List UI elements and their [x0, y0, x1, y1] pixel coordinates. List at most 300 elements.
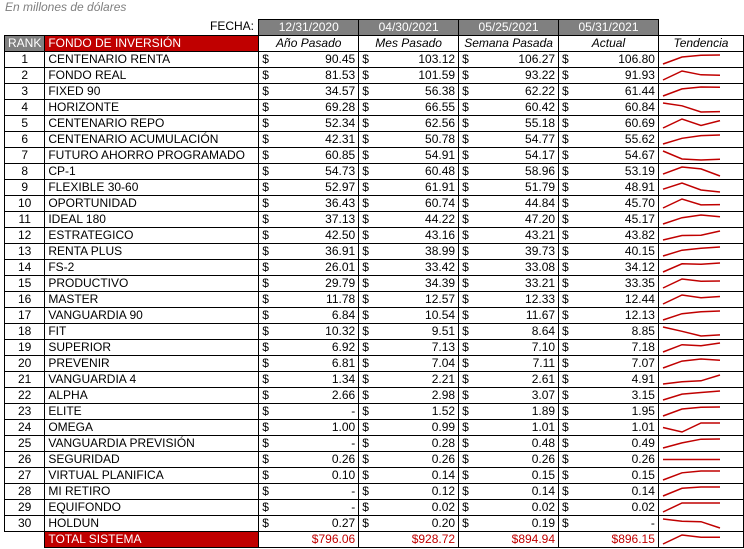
value-cell: 7.07	[573, 356, 659, 372]
currency-symbol: $	[459, 100, 473, 116]
trend-line	[663, 71, 720, 80]
currency-symbol: $	[459, 324, 473, 340]
value-cell: 38.99	[373, 244, 459, 260]
trend-line	[663, 423, 720, 432]
period-header-2: Semana Pasada	[459, 36, 559, 52]
fund-name-cell: MASTER	[45, 292, 259, 308]
table-row	[5, 356, 744, 372]
currency-symbol: $	[359, 340, 373, 356]
fund-name-cell: OMEGA	[45, 420, 259, 436]
value-cell: 0.48	[473, 436, 559, 452]
value-cell: 34.12	[573, 260, 659, 276]
value-cell: 6.81	[273, 356, 359, 372]
rank-header: RANK	[5, 36, 45, 52]
value-cell: 43.82	[573, 228, 659, 244]
table-row	[5, 196, 744, 212]
fund-name-cell: CENTENARIO REPO	[45, 116, 259, 132]
currency-symbol: $	[359, 500, 373, 516]
trend-cell	[658, 164, 743, 180]
value-cell: 90.45	[273, 52, 359, 68]
trend-cell	[658, 228, 743, 244]
value-cell: 36.91	[273, 244, 359, 260]
rank-cell: 15	[5, 276, 45, 292]
value-cell: 42.31	[273, 132, 359, 148]
fund-name-cell: EQUIFONDO	[45, 500, 259, 516]
table-row	[5, 404, 744, 420]
trend-cell	[658, 500, 743, 516]
value-cell: 6.84	[273, 308, 359, 324]
total-trend-sparkline	[659, 532, 743, 547]
value-cell: 2.61	[473, 372, 559, 388]
trend-cell	[658, 372, 743, 388]
rank-cell: 16	[5, 292, 45, 308]
currency-symbol: $	[559, 84, 573, 100]
currency-symbol: $	[559, 372, 573, 388]
table-row	[5, 372, 744, 388]
trend-line	[663, 231, 720, 240]
trend-line	[663, 327, 720, 336]
rank-cell: 9	[5, 180, 45, 196]
trend-sparkline	[659, 228, 743, 243]
fund-name-cell: PRODUCTIVO	[45, 276, 259, 292]
value-cell: 7.11	[473, 356, 559, 372]
value-cell: 0.26	[273, 452, 359, 468]
value-cell: 52.34	[273, 116, 359, 132]
value-cell: 51.79	[473, 180, 559, 196]
value-cell: 106.80	[573, 52, 659, 68]
table-row	[5, 244, 744, 260]
trend-sparkline	[659, 116, 743, 131]
value-cell: 0.12	[373, 484, 459, 500]
table-row	[5, 340, 744, 356]
value-cell: 56.38	[373, 84, 459, 100]
currency-symbol: $	[459, 276, 473, 292]
currency-symbol: $	[359, 276, 373, 292]
table-row	[5, 484, 744, 500]
table-row	[5, 180, 744, 196]
date-header-spacer	[5, 20, 259, 36]
currency-symbol: $	[559, 116, 573, 132]
trend-cell	[658, 244, 743, 260]
currency-symbol: $	[559, 516, 573, 532]
value-cell: 1.95	[573, 404, 659, 420]
currency-symbol: $	[559, 260, 573, 276]
trend-cell	[658, 116, 743, 132]
fecha-label: FECHA:	[209, 19, 254, 33]
fund-name-cell: FS-2	[45, 260, 259, 276]
rank-cell: 12	[5, 228, 45, 244]
trend-line	[663, 247, 720, 256]
rank-cell: 10	[5, 196, 45, 212]
currency-symbol: $	[359, 468, 373, 484]
value-cell: 58.96	[473, 164, 559, 180]
value-cell: 101.59	[373, 68, 459, 84]
trend-line	[663, 487, 720, 496]
value-cell: 62.22	[473, 84, 559, 100]
currency-symbol: $	[259, 356, 273, 372]
currency-symbol: $	[259, 260, 273, 276]
currency-symbol: $	[359, 356, 373, 372]
trend-cell	[658, 388, 743, 404]
value-cell: 12.44	[573, 292, 659, 308]
trend-sparkline	[659, 52, 743, 67]
currency-symbol: $	[559, 180, 573, 196]
currency-symbol: $	[259, 84, 273, 100]
currency-symbol: $	[459, 148, 473, 164]
table-row	[5, 116, 744, 132]
total-value: $928.72	[359, 532, 459, 548]
trend-sparkline	[659, 84, 743, 99]
currency-symbol: $	[259, 516, 273, 532]
trend-line	[663, 359, 720, 368]
value-cell: 0.10	[273, 468, 359, 484]
rank-cell: 20	[5, 356, 45, 372]
trend-line	[663, 311, 720, 320]
value-cell: 11.78	[273, 292, 359, 308]
value-cell: 10.32	[273, 324, 359, 340]
value-cell: 1.34	[273, 372, 359, 388]
value-cell: 69.28	[273, 100, 359, 116]
fund-name-cell: FUTURO AHORRO PROGRAMADO	[45, 148, 259, 164]
value-cell: 54.77	[473, 132, 559, 148]
value-cell: 45.17	[573, 212, 659, 228]
currency-symbol: $	[259, 468, 273, 484]
currency-symbol: $	[559, 148, 573, 164]
fund-name-cell: VANGUARDIA PREVISIÓN	[45, 436, 259, 452]
value-cell: 0.26	[473, 452, 559, 468]
fund-name-cell: PREVENIR	[45, 356, 259, 372]
value-cell: 7.13	[373, 340, 459, 356]
rank-cell: 25	[5, 436, 45, 452]
total-spacer	[5, 532, 45, 548]
total-trend-line	[663, 535, 720, 544]
value-cell: 1.89	[473, 404, 559, 420]
value-cell: 7.10	[473, 340, 559, 356]
currency-symbol: $	[259, 164, 273, 180]
value-cell: 1.01	[573, 420, 659, 436]
value-cell: 43.21	[473, 228, 559, 244]
currency-symbol: $	[559, 420, 573, 436]
trend-sparkline	[659, 468, 743, 483]
fund-name-cell: OPORTUNIDAD	[45, 196, 259, 212]
currency-symbol: $	[259, 308, 273, 324]
trend-sparkline	[659, 100, 743, 115]
trend-line	[663, 119, 720, 128]
table-row	[5, 420, 744, 436]
fund-name-cell: VIRTUAL PLANIFICA	[45, 468, 259, 484]
value-cell: -	[273, 404, 359, 420]
trend-line	[663, 407, 720, 416]
currency-symbol: $	[459, 196, 473, 212]
rank-cell: 30	[5, 516, 45, 532]
currency-symbol: $	[259, 340, 273, 356]
value-cell: -	[573, 516, 659, 532]
currency-symbol: $	[359, 196, 373, 212]
fund-name-cell: RENTA PLUS	[45, 244, 259, 260]
currency-symbol: $	[459, 436, 473, 452]
currency-symbol: $	[459, 180, 473, 196]
value-cell: 52.97	[273, 180, 359, 196]
value-cell: 50.78	[373, 132, 459, 148]
currency-symbol: $	[259, 116, 273, 132]
table-row	[5, 276, 744, 292]
currency-symbol: $	[359, 324, 373, 340]
currency-symbol: $	[459, 116, 473, 132]
currency-symbol: $	[459, 52, 473, 68]
value-cell: 48.91	[573, 180, 659, 196]
trend-sparkline	[659, 68, 743, 83]
value-cell: 26.01	[273, 260, 359, 276]
trend-sparkline	[659, 132, 743, 147]
value-cell: 0.14	[473, 484, 559, 500]
rank-cell: 24	[5, 420, 45, 436]
value-cell: 55.18	[473, 116, 559, 132]
rank-cell: 5	[5, 116, 45, 132]
value-cell: 54.17	[473, 148, 559, 164]
currency-symbol: $	[359, 132, 373, 148]
currency-symbol: $	[459, 68, 473, 84]
currency-symbol: $	[359, 244, 373, 260]
trend-cell	[658, 436, 743, 452]
trend-sparkline	[659, 516, 743, 531]
value-cell: 36.43	[273, 196, 359, 212]
value-cell: 103.12	[373, 52, 459, 68]
currency-symbol: $	[559, 68, 573, 84]
trend-line	[663, 263, 720, 272]
table-row	[5, 100, 744, 116]
currency-symbol: $	[559, 324, 573, 340]
value-cell: 2.66	[273, 388, 359, 404]
currency-symbol: $	[359, 452, 373, 468]
currency-symbol: $	[259, 132, 273, 148]
currency-symbol: $	[459, 500, 473, 516]
trend-sparkline	[659, 500, 743, 515]
trend-cell	[658, 516, 743, 532]
value-cell: 33.21	[473, 276, 559, 292]
trend-sparkline	[659, 276, 743, 291]
rank-cell: 1	[5, 52, 45, 68]
currency-symbol: $	[559, 212, 573, 228]
currency-symbol: $	[459, 404, 473, 420]
currency-symbol: $	[459, 372, 473, 388]
value-cell: 0.19	[473, 516, 559, 532]
trend-cell	[658, 52, 743, 68]
rank-cell: 7	[5, 148, 45, 164]
table-row	[5, 292, 744, 308]
rank-cell: 4	[5, 100, 45, 116]
value-cell: 54.67	[573, 148, 659, 164]
rank-cell: 11	[5, 212, 45, 228]
value-cell: 7.18	[573, 340, 659, 356]
fund-name-cell: ALPHA	[45, 388, 259, 404]
currency-symbol: $	[259, 420, 273, 436]
trend-line	[663, 519, 720, 528]
currency-symbol: $	[459, 84, 473, 100]
value-cell: 0.02	[473, 500, 559, 516]
trend-cell	[658, 276, 743, 292]
table-row	[5, 52, 744, 68]
currency-symbol: $	[559, 164, 573, 180]
value-cell: 0.02	[373, 500, 459, 516]
total-trend-cell	[658, 532, 743, 548]
currency-symbol: $	[459, 292, 473, 308]
trend-sparkline	[659, 148, 743, 163]
fund-name-cell: IDEAL 180	[45, 212, 259, 228]
currency-symbol: $	[559, 340, 573, 356]
trend-sparkline	[659, 420, 743, 435]
value-cell: 0.15	[473, 468, 559, 484]
date-header-3: 05/31/2021	[559, 20, 659, 36]
value-cell: 8.85	[573, 324, 659, 340]
currency-symbol: $	[559, 452, 573, 468]
rank-cell: 2	[5, 68, 45, 84]
currency-symbol: $	[259, 68, 273, 84]
table-row	[5, 308, 744, 324]
currency-symbol: $	[359, 148, 373, 164]
value-cell: 12.13	[573, 308, 659, 324]
table-row	[5, 516, 744, 532]
rank-cell: 21	[5, 372, 45, 388]
currency-symbol: $	[259, 244, 273, 260]
currency-symbol: $	[359, 388, 373, 404]
table-row	[5, 260, 744, 276]
trend-cell	[658, 132, 743, 148]
currency-symbol: $	[459, 452, 473, 468]
currency-symbol: $	[259, 324, 273, 340]
trend-line	[663, 375, 720, 384]
trend-cell	[658, 404, 743, 420]
trend-cell	[658, 100, 743, 116]
currency-symbol: $	[259, 100, 273, 116]
trend-sparkline	[659, 292, 743, 307]
value-cell: 33.08	[473, 260, 559, 276]
date-header-0: 12/31/2020	[259, 20, 359, 36]
trend-sparkline	[659, 388, 743, 403]
value-cell: 0.26	[573, 452, 659, 468]
currency-symbol: $	[459, 164, 473, 180]
currency-symbol: $	[259, 180, 273, 196]
table-row	[5, 68, 744, 84]
currency-symbol: $	[359, 100, 373, 116]
value-cell: 0.49	[573, 436, 659, 452]
value-cell: 66.55	[373, 100, 459, 116]
fund-name-cell: ELITE	[45, 404, 259, 420]
fund-name-cell: HORIZONTE	[45, 100, 259, 116]
value-cell: 12.33	[473, 292, 559, 308]
fund-name-cell: MI RETIRO	[45, 484, 259, 500]
period-header-0: Año Pasado	[259, 36, 359, 52]
trend-cell	[658, 196, 743, 212]
period-header-3: Actual	[559, 36, 659, 52]
value-cell: 3.15	[573, 388, 659, 404]
value-cell: 0.02	[573, 500, 659, 516]
table-row	[5, 84, 744, 100]
currency-symbol: $	[459, 260, 473, 276]
currency-symbol: $	[359, 308, 373, 324]
value-cell: 34.57	[273, 84, 359, 100]
table-row	[5, 388, 744, 404]
currency-symbol: $	[359, 436, 373, 452]
value-cell: 0.27	[273, 516, 359, 532]
currency-symbol: $	[259, 148, 273, 164]
currency-symbol: $	[359, 484, 373, 500]
value-cell: 34.39	[373, 276, 459, 292]
fund-name-cell: FONDO REAL	[45, 68, 259, 84]
currency-symbol: $	[359, 404, 373, 420]
rank-cell: 14	[5, 260, 45, 276]
trend-sparkline	[659, 180, 743, 195]
date-header-row	[5, 20, 744, 36]
currency-symbol: $	[359, 420, 373, 436]
value-cell: 6.92	[273, 340, 359, 356]
trend-sparkline	[659, 244, 743, 259]
total-label: TOTAL SISTEMA	[45, 532, 259, 548]
currency-symbol: $	[559, 356, 573, 372]
value-cell: 62.56	[373, 116, 459, 132]
currency-symbol: $	[359, 292, 373, 308]
total-value: $894.94	[459, 532, 559, 548]
value-cell: 91.93	[573, 68, 659, 84]
value-cell: 60.42	[473, 100, 559, 116]
currency-symbol: $	[459, 228, 473, 244]
rank-cell: 27	[5, 468, 45, 484]
currency-symbol: $	[459, 420, 473, 436]
currency-symbol: $	[359, 228, 373, 244]
value-cell: 55.62	[573, 132, 659, 148]
value-cell: 0.26	[373, 452, 459, 468]
value-cell: 61.44	[573, 84, 659, 100]
currency-symbol: $	[359, 68, 373, 84]
currency-symbol: $	[459, 484, 473, 500]
trend-cell	[658, 356, 743, 372]
value-cell: 106.27	[473, 52, 559, 68]
fund-name-cell: FIT	[45, 324, 259, 340]
currency-symbol: $	[459, 388, 473, 404]
trend-line	[663, 167, 720, 176]
value-cell: -	[273, 500, 359, 516]
trend-sparkline	[659, 436, 743, 451]
trend-sparkline	[659, 308, 743, 323]
fund-name-cell: ESTRATEGICO	[45, 228, 259, 244]
fund-name-cell: SUPERIOR	[45, 340, 259, 356]
trend-cell	[658, 148, 743, 164]
value-cell: 8.64	[473, 324, 559, 340]
table-row	[5, 212, 744, 228]
value-cell: 2.98	[373, 388, 459, 404]
rank-cell: 6	[5, 132, 45, 148]
value-cell: 53.19	[573, 164, 659, 180]
currency-symbol: $	[559, 276, 573, 292]
currency-symbol: $	[259, 484, 273, 500]
currency-symbol: $	[559, 500, 573, 516]
value-cell: 7.04	[373, 356, 459, 372]
trend-cell	[658, 468, 743, 484]
rank-cell: 29	[5, 500, 45, 516]
table-row	[5, 452, 744, 468]
value-cell: 4.91	[573, 372, 659, 388]
value-cell: 60.85	[273, 148, 359, 164]
value-cell: 61.91	[373, 180, 459, 196]
currency-symbol: $	[559, 100, 573, 116]
trend-header: Tendencia	[658, 36, 743, 52]
trend-cell	[658, 308, 743, 324]
currency-symbol: $	[359, 260, 373, 276]
currency-symbol: $	[559, 52, 573, 68]
trend-sparkline	[659, 212, 743, 227]
currency-symbol: $	[259, 52, 273, 68]
currency-symbol: $	[359, 84, 373, 100]
value-cell: 40.15	[573, 244, 659, 260]
